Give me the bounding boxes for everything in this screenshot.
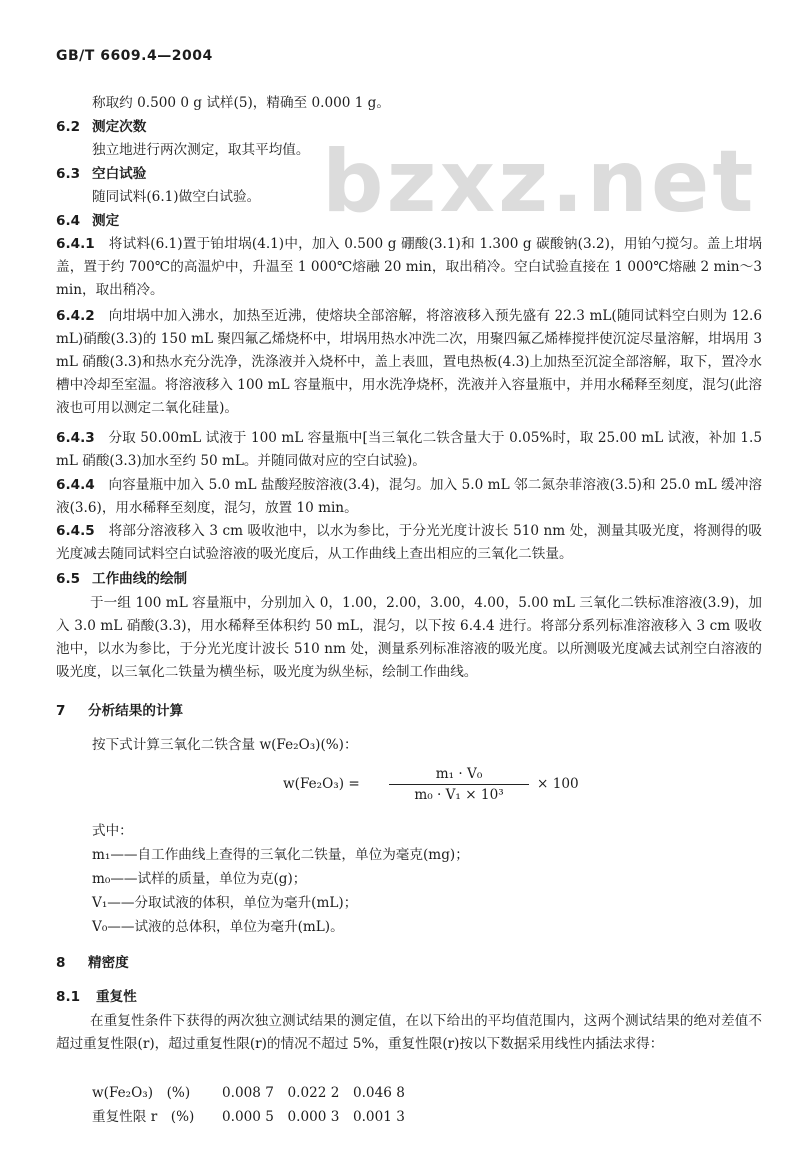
row1-label: w(Fe₂O₃) (%) xyxy=(92,1085,191,1101)
sec6-4-5-number: 6.4.5 xyxy=(56,523,95,539)
sec6-4-2-body: 向坩埚中加入沸水，加热至近沸，使熔块全部溶解，将溶液移入预先盛有 22.3 mL(随同试料空白则为 12.6 mL)硝酸(3.3)的 150 mL 聚四氟乙烯烧杯中，坩埚用热水冲洗二次，用聚四氟乙烯棒搅拌使沉淀尽量溶解，坩埚用 3 mL 硝酸(3.3)和热水充分洗净，洗涤液并入烧杯中，盖上表皿，置电热板(4.3)上加热至沉淀全部溶解，取下，置冷水槽中冷却至室温。将溶液移入 100 mL 容量瓶中，用水洗净烧杯，洗液并入容量瓶中，并用水稀释至刻度，混匀(此溶液也可用以测定二氧化硅量)。 xyxy=(56,308,763,416)
sec8-title: 精密度 xyxy=(88,955,129,971)
def-m1: m₁——自工作曲线上查得的三氧化二铁量，单位为毫克(mg)； xyxy=(92,847,469,863)
sec8-1-title: 重复性 xyxy=(96,989,137,1005)
row2-values: 0.000 5 0.000 3 0.001 3 xyxy=(222,1109,405,1125)
sec6-4-5-paragraph xyxy=(56,520,762,566)
sec6-4-2-number: 6.4.2 xyxy=(56,308,95,324)
sec6-4-title: 测定 xyxy=(92,213,120,229)
sec6-4-3-paragraph xyxy=(56,427,762,473)
formula-lhs: w(Fe₂O₃) = xyxy=(283,776,360,792)
row1-values: 0.008 7 0.022 2 0.046 8 xyxy=(222,1085,405,1101)
def-m0: m₀——试样的质量，单位为克(g)； xyxy=(92,871,307,887)
formula-denominator: m₀ · V₁ × 10³ xyxy=(414,787,504,803)
sec6-3-number: 6.3 xyxy=(56,166,81,182)
sec6-4-4-paragraph xyxy=(56,474,762,520)
formula-numerator: m₁ · V₀ xyxy=(435,766,483,782)
sec6-5-number: 6.5 xyxy=(56,571,81,587)
sec6-4-3-body: 分取 50.00mL 试液于 100 mL 容量瓶中[当三氧化二铁含量大于 0.05%时，取 25.00 mL 试液，补加 1.5 mL 硝酸(3.3)加水至约 50 mL。并随同做对应的空白试验)。 xyxy=(56,430,762,469)
formula-rhs: × 100 xyxy=(537,776,579,792)
sec6-1-tail: 称取约 0.500 0 g 试样(5)，精确至 0.000 1 g。 xyxy=(92,95,390,111)
sec7-number: 7 xyxy=(56,703,66,719)
sec7-intro: 按下式计算三氧化二铁含量 w(Fe₂O₃)(%)： xyxy=(92,737,358,753)
sec6-5-title: 工作曲线的绘制 xyxy=(92,571,188,587)
sec8-1-number: 8.1 xyxy=(56,989,81,1005)
sec6-4-4-number: 6.4.4 xyxy=(56,477,95,493)
watermark: bzxz.net xyxy=(322,132,757,232)
where-label: 式中： xyxy=(92,823,133,839)
sec6-4-2-paragraph xyxy=(56,305,762,420)
formula-fraction xyxy=(385,764,533,805)
sec7-title: 分析结果的计算 xyxy=(88,703,184,719)
row2-label: 重复性限 r (%) xyxy=(92,1109,195,1125)
document-code: GB/T 6609.4—2004 xyxy=(56,48,213,64)
sec6-4-1-paragraph xyxy=(56,233,762,302)
sec6-4-number: 6.4 xyxy=(56,213,81,229)
def-v0: V₀——试液的总体积，单位为毫升(mL)。 xyxy=(92,919,344,935)
sec6-4-1-body: 将试料(6.1)置于铂坩埚(4.1)中，加入 0.500 g 硼酸(3.1)和 1.300 g 碳酸钠(3.2)，用铂勺搅匀。盖上坩埚盖，置于约 700℃的高温炉中，升温至 1 000℃熔融 20 min，取出稍冷。空白试验直接在 1 000℃熔融 2 min～3 min，取出稍冷。 xyxy=(56,236,763,298)
sec6-2-title: 测定次数 xyxy=(92,119,147,135)
sec6-4-5-body: 将部分溶液移入 3 cm 吸收池中，以水为参比，于分光光度计波长 510 nm 处，测量其吸光度，将测得的吸光度减去随同试料空白试验溶液的吸光度后，从工作曲线上查出相应的三氧化二铁量。 xyxy=(56,523,762,562)
sec6-3-body: 随同试料(6.1)做空白试验。 xyxy=(92,189,261,205)
sec6-2-body: 独立地进行两次测定，取其平均值。 xyxy=(92,142,310,158)
sec6-4-1-number: 6.4.1 xyxy=(56,236,95,252)
sec6-4-3-number: 6.4.3 xyxy=(56,430,95,446)
formula xyxy=(283,764,593,808)
sec8-number: 8 xyxy=(56,955,66,971)
sec6-5-body: 于一组 100 mL 容量瓶中，分别加入 0，1.00，2.00，3.00，4.00，5.00 mL 三氧化二铁标准溶液(3.9)，加入 3.0 mL 硝酸(3.3)，用水稀释至体积约 50 mL，混匀，以下按 6.4.4 进行。将部分系列标准溶液移入 3 cm 吸收池中，以水为参比，于分光光度计波长 510 nm 处，测量系列标准溶液的吸光度。以所测吸光度减去试剂空白溶液的吸光度，以三氧化二铁量为横坐标，吸光度为纵坐标，绘制工作曲线。 xyxy=(56,595,762,680)
sec6-3-title: 空白试验 xyxy=(92,166,147,182)
sec8-1-body: 在重复性条件下获得的两次独立测试结果的测定值，在以下给出的平均值范围内，这两个测试结果的绝对差值不超过重复性限(r)，超过重复性限(r)的情况不超过 5%，重复性限(r)按以下数据采用线性内插法求得： xyxy=(56,1013,762,1052)
sec6-4-4-body: 向容量瓶中加入 5.0 mL 盐酸羟胺溶液(3.4)，混匀。加入 5.0 mL 邻二氮杂菲溶液(3.5)和 25.0 mL 缓冲溶液(3.6)，用水稀释至刻度，混匀，放置 10 min。 xyxy=(56,477,762,516)
def-v1: V₁——分取试液的体积，单位为毫升(mL)； xyxy=(92,895,358,911)
sec6-2-number: 6.2 xyxy=(56,119,81,135)
